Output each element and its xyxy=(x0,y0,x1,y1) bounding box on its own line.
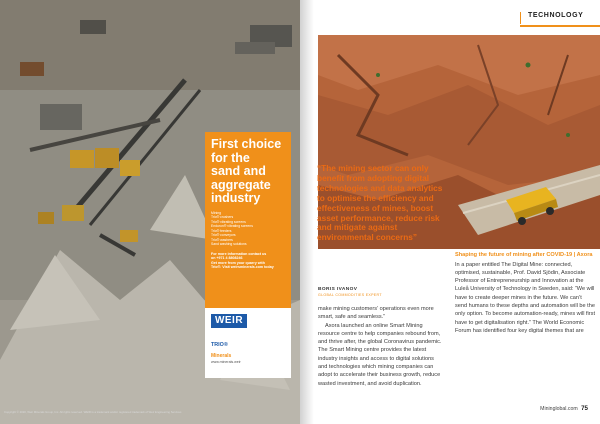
ad-division: Minerals xyxy=(211,353,232,359)
pull-quote: “The mining sector can only benefit from adopting digital technologies and data analytics to optimise the efficiency and effectiveness of mines, boost asset performance, reduce risk and mitigate against environmental concerns” xyxy=(317,163,443,243)
ad-contact-line: Get more from your quarry with xyxy=(211,260,265,265)
ad-product-item: Mining xyxy=(211,210,221,215)
ad-product-item: Trio® vibrating screens xyxy=(211,219,246,224)
footer-site[interactable]: Mininglobal.com xyxy=(540,406,578,412)
ad-product-item: Trio® washers xyxy=(211,237,233,242)
body-paragraph: make mining customers’ operations even more smart, safe and seamless.” xyxy=(318,306,434,321)
page-footer xyxy=(540,405,588,412)
ad-orange-panel xyxy=(205,132,291,308)
ad-product-item: Trio® feeders xyxy=(211,228,232,233)
author-name: BORIS IVANOV xyxy=(318,287,358,292)
ad-contact-line: Trio®. Visit weirsminerals.com today xyxy=(211,265,274,270)
body-column-right xyxy=(455,252,595,335)
section-underline xyxy=(520,25,600,27)
ad-contact-line: on +971 4 8808246 xyxy=(211,256,243,261)
body-paragraph: Axora launched an online Smart Mining resource centre to help companies rebound from, and thrive after, the global Coronavirus pandemic. The Smart Mining centre provides the latest industry insights and access to digital solutions and technologies which mining companies can adopt to accelerate their business growth, reduce wasted investment, and avoid duplication. xyxy=(318,322,442,387)
page-number: 75 xyxy=(581,405,588,412)
ad-contact-line: For more information contact us xyxy=(211,251,267,256)
ad-product-item: Trio® crushers xyxy=(211,215,234,219)
body-column-left xyxy=(318,305,444,388)
ad-product-list xyxy=(211,211,286,247)
ad-product-item: Sand washing solutions xyxy=(211,242,247,246)
ad-headline xyxy=(211,138,286,206)
ad-product-item: Enduron® vibrating screens xyxy=(211,224,253,228)
ad-headline-line: industry xyxy=(211,191,261,205)
ad-product-item: Trio® conveyors xyxy=(211,233,236,237)
ad-copyright: Copyright © 2020, Weir Minerals Group, Inc. All rights reserved. WEIR is a trademark and/or registered trademark of Weir Engineering Services xyxy=(4,410,182,414)
ad-headline-line: sand and xyxy=(211,164,266,178)
ad-white-panel xyxy=(205,308,291,378)
ad-website-link[interactable]: www.minerals.weir xyxy=(211,360,241,364)
ad-headline-line: aggregate xyxy=(211,177,271,192)
spine-shadow xyxy=(300,0,314,424)
weir-logo: WEIR xyxy=(211,314,247,328)
article-subheading: Shaping the future of mining after COVID-19 | Axora xyxy=(455,252,593,258)
body-paragraph: In a paper entitled The Digital Mine: connected, optimised, sustainable, Prof. David Sjödin, Associate Professor of Entrepreneurship and Innovation at the Luleå University of Technology in Sweden, said: “We will have to create deeper mines in the future. We can’t send humans to these depths and automation will be the only option. To become automation-ready, mines will first have to get digitalisation right.” The World Economic Forum has identified four key digital themes that are xyxy=(455,261,596,334)
ad-headline-line: First choice xyxy=(211,137,282,151)
author-role: GLOBAL COMMODITIES EXPERT xyxy=(318,293,382,297)
section-rule xyxy=(520,12,521,24)
ad-headline-line: for the xyxy=(211,150,250,165)
ad-contact-block xyxy=(211,252,286,270)
section-label: TECHNOLOGY xyxy=(528,12,584,19)
ad-brand: TRIO® xyxy=(211,342,228,348)
